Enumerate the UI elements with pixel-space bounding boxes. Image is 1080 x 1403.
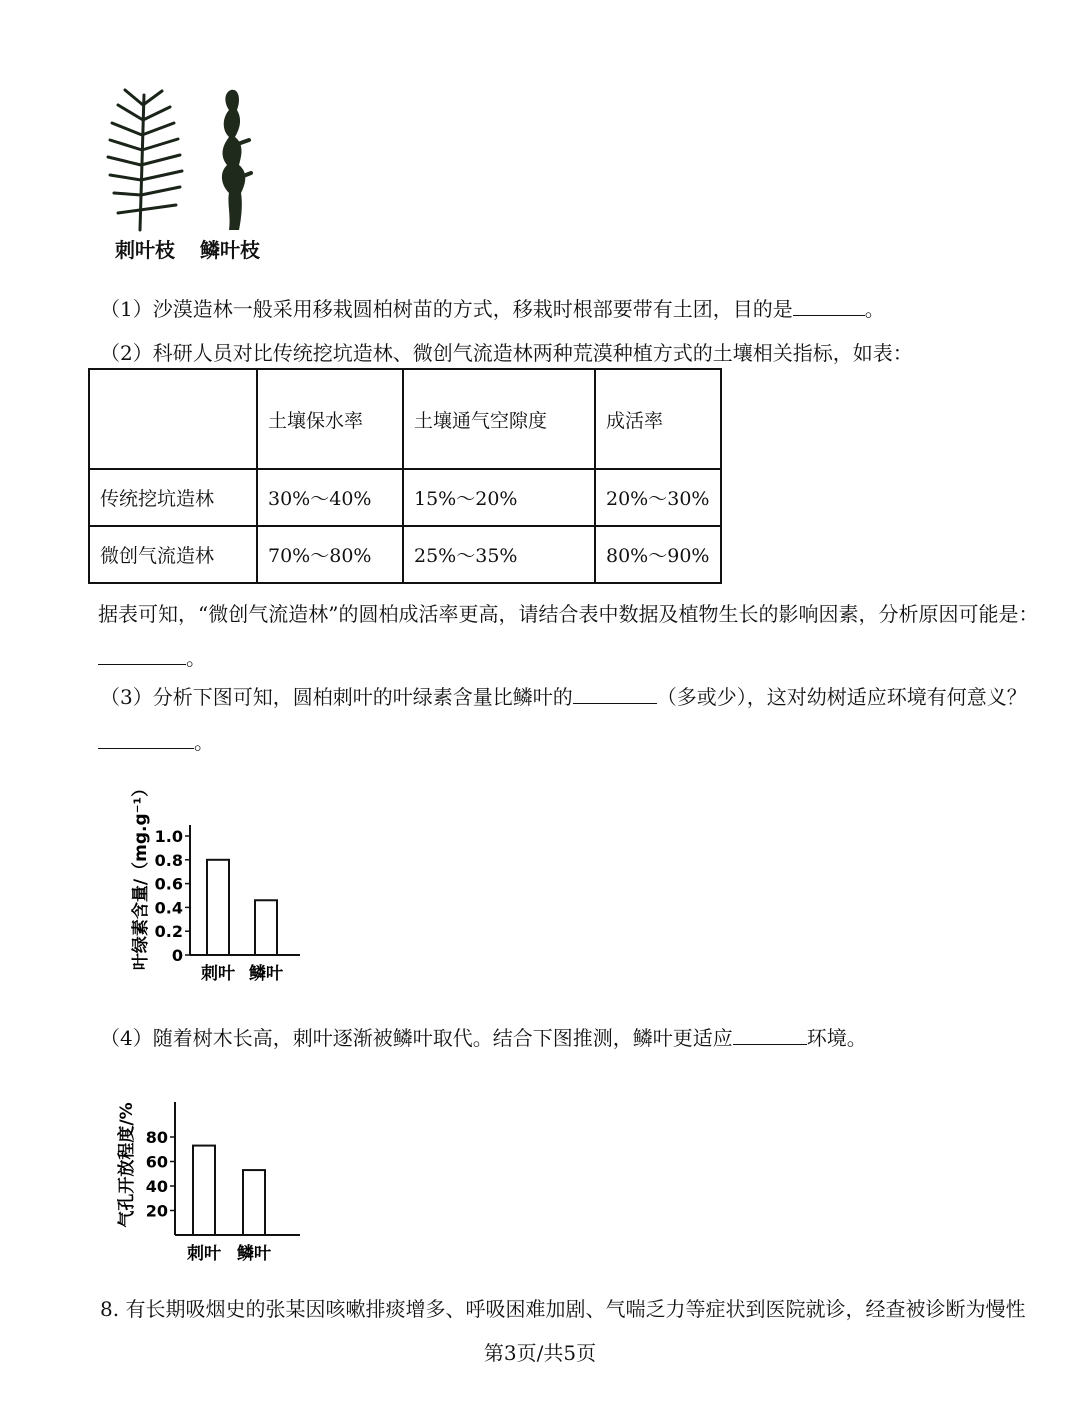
table-cell: 70%～80% — [257, 526, 403, 583]
question-3-text-a: （3）分析下图可知，圆柏刺叶的叶绿素含量比鳞叶的 — [100, 685, 573, 709]
answer-blank-3a[interactable] — [573, 685, 657, 704]
x-category-label: 鳞叶 — [237, 1244, 271, 1264]
table-cell: 20%～30% — [595, 469, 721, 526]
y-tick-label: 0.2 — [154, 922, 183, 942]
y-tick-label: 40 — [145, 1177, 168, 1196]
answer-blank-4[interactable] — [733, 1026, 807, 1045]
question-3-answer-line — [98, 726, 214, 755]
table-header-cell: 成活率 — [595, 369, 721, 469]
table-row — [89, 469, 721, 526]
question-1 — [100, 293, 885, 322]
x-category-label: 刺叶 — [187, 1244, 221, 1264]
y-axis-label: 气孔开放程度/% — [117, 1102, 137, 1228]
bar — [243, 1170, 265, 1235]
chlorophyll-bar-chart — [120, 780, 320, 995]
question-1-text: （1）沙漠造林一般采用移栽圆柏树苗的方式，移栽时根部要带有土团，目的是 — [100, 297, 793, 321]
y-tick-label: 0.6 — [154, 874, 183, 894]
question-4-text-a: （4）随着树木长高，刺叶逐渐被鳞叶取代。结合下图推测，鳞叶更适应 — [100, 1026, 733, 1050]
y-axis-label: 叶绿素含量/（mg.g⁻¹） — [131, 780, 151, 971]
answer-blank-3b[interactable] — [98, 730, 194, 749]
question-1-tail: 。 — [864, 297, 885, 321]
page-number: 第3页/共5页 — [483, 1341, 597, 1365]
soil-indicator-table — [88, 368, 722, 584]
table-row — [89, 526, 721, 583]
x-category-label: 刺叶 — [201, 964, 235, 984]
table-header-row — [89, 369, 721, 469]
question-4 — [100, 1022, 867, 1051]
question-2: （2）科研人员对比传统挖坑造林、微创气流造林两种荒漠种植方式的土壤相关指标，如表： — [100, 341, 913, 365]
table-header-cell — [89, 369, 257, 469]
question-3 — [100, 681, 1027, 710]
question-2-answer-line — [98, 642, 206, 671]
answer-blank-2[interactable] — [98, 646, 186, 665]
table-cell: 15%～20% — [403, 469, 595, 526]
y-tick-label: 0 — [171, 946, 183, 965]
bar — [193, 1146, 215, 1235]
table-header-cell: 土壤通气空隙度 — [403, 369, 595, 469]
needle-branch-illustration — [100, 85, 190, 235]
question-4-text-b: 环境。 — [806, 1026, 867, 1050]
question-8: 8. 有长期吸烟史的张某因咳嗽排痰增多、呼吸困难加剧、气喘乏力等症状到医院就诊，经查被诊断为慢性 — [100, 1297, 1026, 1321]
x-category-label: 鳞叶 — [249, 964, 283, 984]
question-3-text-b: （多或少），这对幼树适应环境有何意义？ — [656, 685, 1027, 709]
y-tick-label: 20 — [145, 1201, 168, 1221]
question-2-tail: 。 — [186, 646, 206, 670]
table-cell: 25%～35% — [403, 526, 595, 583]
answer-blank-1[interactable] — [793, 297, 865, 316]
y-tick-label: 0.8 — [154, 850, 183, 870]
table-cell: 传统挖坑造林 — [89, 469, 257, 526]
table-cell: 微创气流造林 — [89, 526, 257, 583]
table-cell: 30%～40% — [257, 469, 403, 526]
bar — [207, 860, 229, 955]
table-cell: 80%～90% — [595, 526, 721, 583]
scale-branch-caption: 鳞叶枝 — [200, 238, 260, 262]
needle-branch-caption: 刺叶枝 — [115, 238, 175, 262]
question-3-tail: 。 — [194, 730, 214, 754]
y-tick-label: 0.4 — [154, 898, 183, 918]
table-header-cell: 土壤保水率 — [257, 369, 403, 469]
bar — [255, 900, 277, 955]
stomata-bar-chart — [110, 1080, 310, 1270]
y-tick-label: 60 — [145, 1152, 168, 1172]
scale-branch-illustration — [205, 85, 265, 235]
y-tick-label: 1.0 — [154, 827, 183, 846]
y-tick-label: 80 — [145, 1128, 168, 1147]
question-2-analysis: 据表可知，“微创气流造林”的圆柏成活率更高，请结合表中数据及植物生长的影响因素，分析原因可能是： — [98, 602, 1039, 626]
